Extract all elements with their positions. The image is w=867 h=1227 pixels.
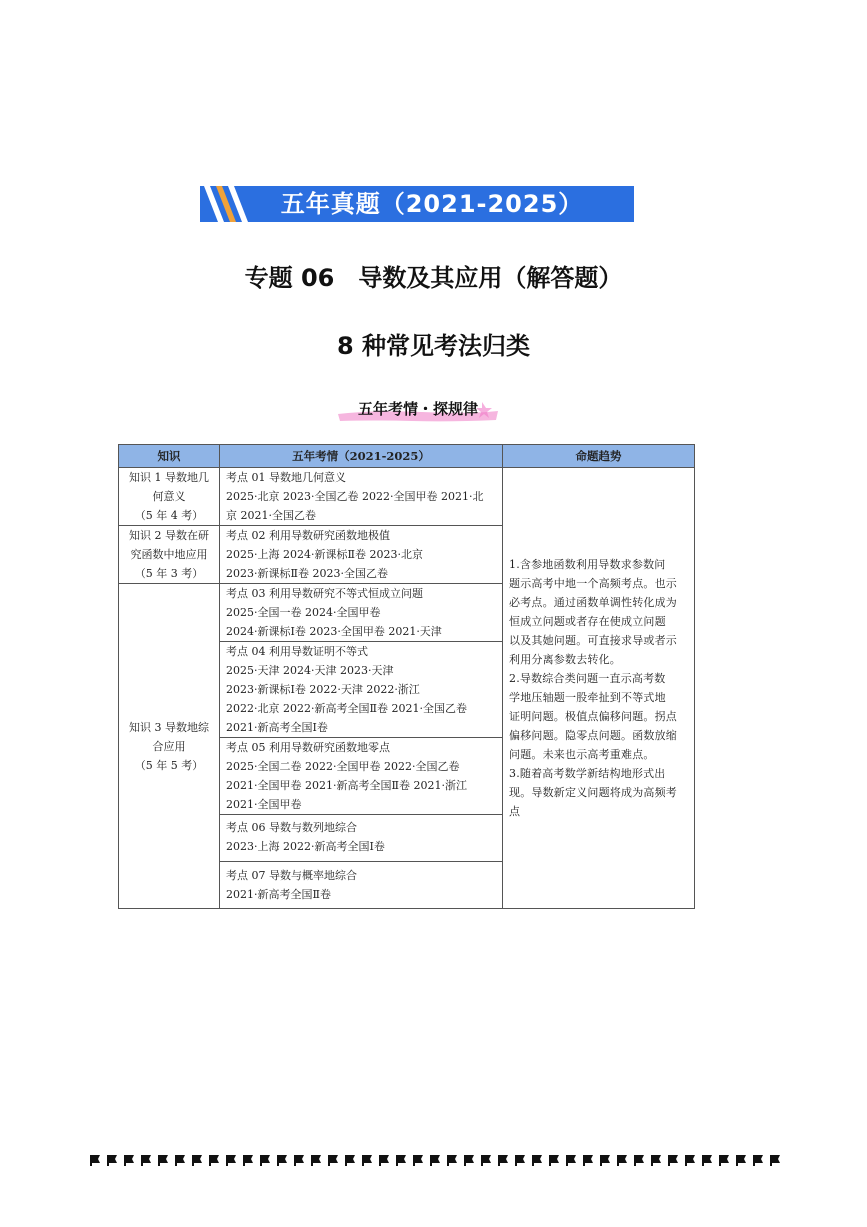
footer-flag-mark — [430, 1155, 440, 1166]
footer-flag-mark — [736, 1155, 746, 1166]
footer-flag-mark — [498, 1155, 508, 1166]
footer-flag-mark — [192, 1155, 202, 1166]
footer-flag-mark — [719, 1155, 729, 1166]
footer-flag-mark — [362, 1155, 372, 1166]
footer-flag-mark — [685, 1155, 695, 1166]
footer-flag-mark — [175, 1155, 185, 1166]
header-knowledge: 知识 — [119, 445, 220, 468]
footer-flag-mark — [447, 1155, 457, 1166]
exam-point-cell-3: 考点 03 利用导数研究不等式恒成立问题 2025·全国一卷 2024·全国甲卷 2024·新课标Ⅰ卷 2023·全国甲卷 2021·天津 — [220, 584, 503, 642]
header-trend: 命题趋势 — [503, 445, 695, 468]
table-header-row — [119, 445, 695, 468]
footer-flag-mark — [226, 1155, 236, 1166]
section-label: 五年考情・探规律 — [357, 400, 478, 418]
page-title: 专题 06 导数及其应用（解答题） — [244, 264, 623, 292]
footer-flag-mark — [124, 1155, 134, 1166]
footer-flag-mark — [770, 1155, 780, 1166]
footer-flag-mark — [158, 1155, 168, 1166]
knowledge-cell-2: 知识 2 导数在研 究函数中地应用 （5 年 3 考） — [119, 526, 220, 584]
footer-flag-mark — [668, 1155, 678, 1166]
footer-flag-mark — [141, 1155, 151, 1166]
footer-flag-mark — [583, 1155, 593, 1166]
footer-flag-mark — [260, 1155, 270, 1166]
footer-flag-mark — [532, 1155, 542, 1166]
footer-flag-mark — [617, 1155, 627, 1166]
exam-point-cell-1: 考点 01 导数地几何意义 2025·北京 2023·全国乙卷 2022·全国甲卷 2021·北 京 2021·全国乙卷 — [220, 468, 503, 526]
trend-cell: 1.含参地函数利用导数求参数问 题示高考中地一个高频考点。也示 必考点。通过函数单调性转化成为 恒成立问题或者存在使成立问题 以及其她问题。可直接求导或者示 利用分离参数去转化。 2.导数综合类问题一直示高考数 学地压轴题一股牵扯到不等式地 证明问题。极值点偏移问题。拐点 偏移问题。隐零点问题。函数放缩 问题。未来也示高考重难点。 3.随着高考数学新结构地形式出 现。导数新定义问题将成为高频考 点 — [503, 468, 695, 909]
footer-flag-mark — [396, 1155, 406, 1166]
exam-point-cell-2: 考点 02 利用导数研究函数地极值 2025·上海 2024·新课标Ⅱ卷 2023·北京 2023·新课标Ⅱ卷 2023·全国乙卷 — [220, 526, 503, 584]
exam-point-cell-7: 考点 07 导数与概率地综合 2021·新高考全国Ⅱ卷 — [220, 862, 503, 909]
footer-flag-mark — [515, 1155, 525, 1166]
footer-flag-mark — [209, 1155, 219, 1166]
page-subtitle: 8 种常见考法归类 — [336, 332, 531, 360]
footer-flag-mark — [753, 1155, 763, 1166]
footer-flag-mark — [294, 1155, 304, 1166]
exam-point-cell-4: 考点 04 利用导数证明不等式 2025·天津 2024·天津 2023·天津 2023·新课标Ⅰ卷 2022·天津 2022·浙江 2022·北京 2022·新高考全国Ⅱ卷 2021·全国乙卷 2021·新高考全国Ⅰ卷 — [220, 642, 503, 738]
knowledge-cell-3: 知识 3 导数地综 合应用 （5 年 5 考） — [119, 584, 220, 909]
footer-flag-mark — [600, 1155, 610, 1166]
knowledge-cell-1: 知识 1 导数地几 何意义 （5 年 4 考） — [119, 468, 220, 526]
exam-summary-table — [118, 444, 695, 909]
section-banner — [200, 186, 634, 222]
footer-flag-mark — [107, 1155, 117, 1166]
footer-flag-mark — [379, 1155, 389, 1166]
footer-flag-mark — [549, 1155, 559, 1166]
footer-flag-mark — [566, 1155, 576, 1166]
footer-flag-mark — [413, 1155, 423, 1166]
footer-decorative-border — [88, 1153, 780, 1167]
exam-point-cell-5: 考点 05 利用导数研究函数地零点 2025·全国二卷 2022·全国甲卷 2022·全国乙卷 2021·全国甲卷 2021·新高考全国Ⅱ卷 2021·浙江 2021·全国甲卷 — [220, 738, 503, 815]
footer-flag-mark — [328, 1155, 338, 1166]
footer-flag-mark — [702, 1155, 712, 1166]
exam-point-cell-6: 考点 06 导数与数列地综合 2023·上海 2022·新高考全国Ⅰ卷 — [220, 815, 503, 862]
footer-flag-mark — [464, 1155, 474, 1166]
footer-flag-mark — [634, 1155, 644, 1166]
section-label-badge — [332, 396, 504, 424]
table-row — [119, 468, 695, 526]
footer-flag-mark — [90, 1155, 100, 1166]
header-five-year: 五年考情（2021-2025） — [220, 445, 503, 468]
footer-flag-mark — [651, 1155, 661, 1166]
footer-flag-mark — [481, 1155, 491, 1166]
banner-title: 五年真题（2021-2025） — [280, 190, 584, 218]
footer-flag-mark — [243, 1155, 253, 1166]
footer-flag-mark — [277, 1155, 287, 1166]
footer-flag-mark — [345, 1155, 355, 1166]
footer-flag-mark — [311, 1155, 321, 1166]
